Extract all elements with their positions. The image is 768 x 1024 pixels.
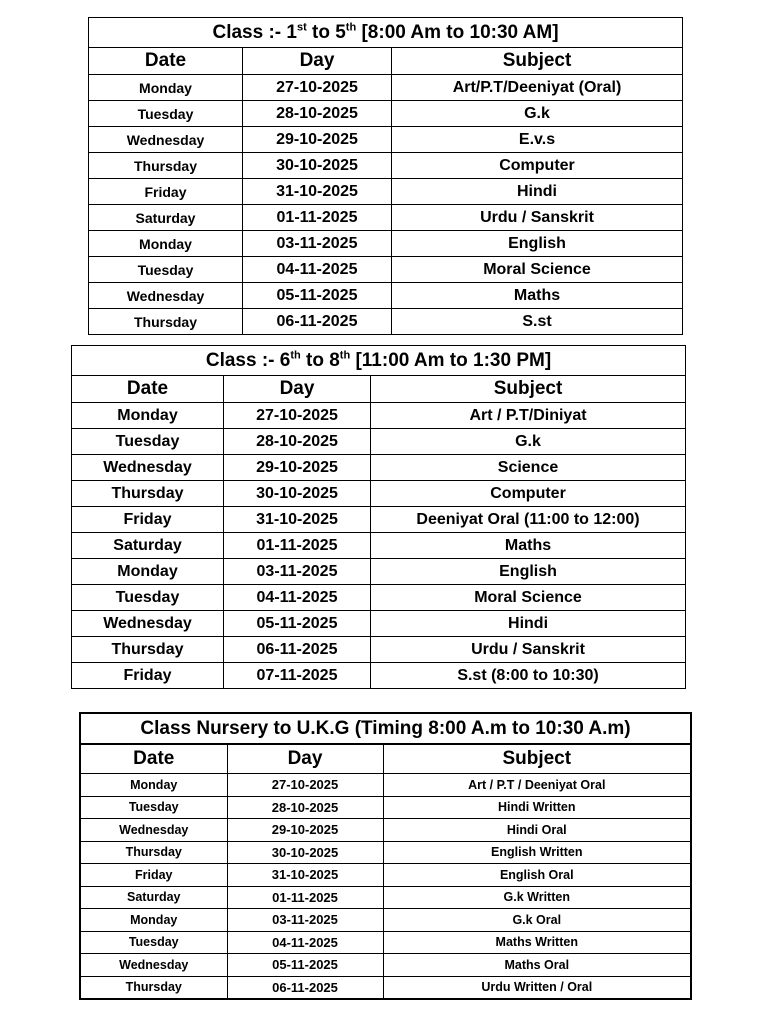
column-header-subject: Subject <box>392 48 683 75</box>
table-row <box>80 954 691 977</box>
subject-cell: Maths Oral <box>383 954 691 977</box>
column-header-day: Day <box>243 48 392 75</box>
table-row <box>80 931 691 954</box>
table-title: Class :- 6th to 8th [11:00 Am to 1:30 PM] <box>72 346 686 376</box>
subject-cell: S.st (8:00 to 10:30) <box>371 663 686 689</box>
subject-cell: G.k <box>392 101 683 127</box>
table-row <box>72 533 686 559</box>
date-cell: 31-10-2025 <box>227 864 383 887</box>
subject-cell: Computer <box>392 153 683 179</box>
subject-cell: Art / P.T/Diniyat <box>371 403 686 429</box>
date-cell: 07-11-2025 <box>224 663 371 689</box>
weekday-cell: Wednesday <box>89 127 243 153</box>
weekday-cell: Monday <box>72 559 224 585</box>
date-cell: 31-10-2025 <box>243 179 392 205</box>
table-title: Class :- 1st to 5th [8:00 Am to 10:30 AM] <box>89 18 683 48</box>
table-title-row <box>80 713 691 744</box>
weekday-cell: Thursday <box>80 841 227 864</box>
subject-cell: Hindi <box>371 611 686 637</box>
date-cell: 29-10-2025 <box>227 819 383 842</box>
table-title-row <box>89 18 683 48</box>
date-cell: 28-10-2025 <box>227 796 383 819</box>
weekday-cell: Saturday <box>72 533 224 559</box>
subject-cell: Deeniyat Oral (11:00 to 12:00) <box>371 507 686 533</box>
date-cell: 04-11-2025 <box>224 585 371 611</box>
subject-cell: Urdu / Sanskrit <box>371 637 686 663</box>
subject-cell: Moral Science <box>392 257 683 283</box>
date-cell: 05-11-2025 <box>243 283 392 309</box>
weekday-cell: Monday <box>89 231 243 257</box>
date-cell: 30-10-2025 <box>227 841 383 864</box>
weekday-cell: Tuesday <box>80 931 227 954</box>
subject-cell: Computer <box>371 481 686 507</box>
weekday-cell: Thursday <box>72 481 224 507</box>
weekday-cell: Wednesday <box>89 283 243 309</box>
column-header-day: Day <box>227 744 383 774</box>
column-header-day: Day <box>224 376 371 403</box>
table-row <box>89 101 683 127</box>
date-cell: 30-10-2025 <box>224 481 371 507</box>
column-header-date: Date <box>72 376 224 403</box>
subject-cell: English <box>392 231 683 257</box>
table-row <box>89 257 683 283</box>
table-row <box>80 819 691 842</box>
date-cell: 05-11-2025 <box>224 611 371 637</box>
table-row <box>72 455 686 481</box>
subject-cell: English <box>371 559 686 585</box>
weekday-cell: Monday <box>80 774 227 797</box>
weekday-cell: Wednesday <box>80 819 227 842</box>
date-cell: 04-11-2025 <box>243 257 392 283</box>
weekday-cell: Tuesday <box>89 257 243 283</box>
date-cell: 06-11-2025 <box>224 637 371 663</box>
weekday-cell: Wednesday <box>80 954 227 977</box>
table-row <box>89 179 683 205</box>
table-row <box>72 663 686 689</box>
date-cell: 06-11-2025 <box>227 976 383 999</box>
table-title: Class Nursery to U.K.G (Timing 8:00 A.m to 10:30 A.m) <box>80 713 691 744</box>
date-cell: 28-10-2025 <box>243 101 392 127</box>
date-cell: 29-10-2025 <box>243 127 392 153</box>
date-cell: 03-11-2025 <box>243 231 392 257</box>
date-cell: 31-10-2025 <box>224 507 371 533</box>
subject-cell: Moral Science <box>371 585 686 611</box>
table-row <box>72 429 686 455</box>
table-row <box>89 205 683 231</box>
table-row <box>80 841 691 864</box>
subject-cell: Hindi Oral <box>383 819 691 842</box>
weekday-cell: Saturday <box>89 205 243 231</box>
weekday-cell: Tuesday <box>80 796 227 819</box>
weekday-cell: Thursday <box>89 309 243 335</box>
date-cell: 03-11-2025 <box>227 909 383 932</box>
date-cell: 05-11-2025 <box>227 954 383 977</box>
date-cell: 28-10-2025 <box>224 429 371 455</box>
weekday-cell: Tuesday <box>89 101 243 127</box>
date-cell: 06-11-2025 <box>243 309 392 335</box>
weekday-cell: Thursday <box>80 976 227 999</box>
weekday-cell: Monday <box>80 909 227 932</box>
date-cell: 27-10-2025 <box>243 75 392 101</box>
weekday-cell: Friday <box>89 179 243 205</box>
subject-cell: S.st <box>392 309 683 335</box>
date-cell: 27-10-2025 <box>227 774 383 797</box>
table-row <box>80 864 691 887</box>
table-row <box>80 774 691 797</box>
table-row <box>72 611 686 637</box>
weekday-cell: Friday <box>72 663 224 689</box>
subject-cell: G.k <box>371 429 686 455</box>
subject-cell: E.v.s <box>392 127 683 153</box>
table-row <box>72 559 686 585</box>
date-cell: 30-10-2025 <box>243 153 392 179</box>
table-row <box>80 796 691 819</box>
timetable-class-6-to-8 <box>71 345 686 689</box>
subject-cell: Art / P.T / Deeniyat Oral <box>383 774 691 797</box>
subject-cell: English Oral <box>383 864 691 887</box>
date-cell: 01-11-2025 <box>243 205 392 231</box>
weekday-cell: Monday <box>72 403 224 429</box>
subject-cell: Art/P.T/Deeniyat (Oral) <box>392 75 683 101</box>
timetable-class-1-to-5 <box>88 17 683 335</box>
weekday-cell: Thursday <box>72 637 224 663</box>
subject-cell: Urdu Written / Oral <box>383 976 691 999</box>
subject-cell: Maths Written <box>383 931 691 954</box>
table-row <box>80 909 691 932</box>
date-cell: 04-11-2025 <box>227 931 383 954</box>
timetable-nursery-to-ukg <box>79 712 692 1000</box>
table-row <box>89 231 683 257</box>
weekday-cell: Saturday <box>80 886 227 909</box>
column-header-subject: Subject <box>371 376 686 403</box>
weekday-cell: Monday <box>89 75 243 101</box>
subject-cell: Maths <box>392 283 683 309</box>
header-row <box>72 376 686 403</box>
table-row <box>89 283 683 309</box>
subject-cell: Hindi Written <box>383 796 691 819</box>
weekday-cell: Wednesday <box>72 611 224 637</box>
date-cell: 03-11-2025 <box>224 559 371 585</box>
subject-cell: Hindi <box>392 179 683 205</box>
subject-cell: G.k Written <box>383 886 691 909</box>
weekday-cell: Thursday <box>89 153 243 179</box>
weekday-cell: Wednesday <box>72 455 224 481</box>
header-row <box>80 744 691 774</box>
table-row <box>89 75 683 101</box>
table-row <box>72 507 686 533</box>
table-row <box>80 886 691 909</box>
table-row <box>72 481 686 507</box>
subject-cell: Urdu / Sanskrit <box>392 205 683 231</box>
subject-cell: G.k Oral <box>383 909 691 932</box>
table-row <box>72 637 686 663</box>
date-cell: 01-11-2025 <box>224 533 371 559</box>
table-row <box>72 585 686 611</box>
table-row <box>89 127 683 153</box>
table-row <box>72 403 686 429</box>
weekday-cell: Friday <box>80 864 227 887</box>
date-cell: 29-10-2025 <box>224 455 371 481</box>
weekday-cell: Tuesday <box>72 585 224 611</box>
table-row <box>89 153 683 179</box>
column-header-date: Date <box>89 48 243 75</box>
table-title-row <box>72 346 686 376</box>
table-row <box>80 976 691 999</box>
weekday-cell: Friday <box>72 507 224 533</box>
date-cell: 27-10-2025 <box>224 403 371 429</box>
column-header-date: Date <box>80 744 227 774</box>
subject-cell: Science <box>371 455 686 481</box>
subject-cell: Maths <box>371 533 686 559</box>
header-row <box>89 48 683 75</box>
date-cell: 01-11-2025 <box>227 886 383 909</box>
column-header-subject: Subject <box>383 744 691 774</box>
table-row <box>89 309 683 335</box>
subject-cell: English Written <box>383 841 691 864</box>
weekday-cell: Tuesday <box>72 429 224 455</box>
